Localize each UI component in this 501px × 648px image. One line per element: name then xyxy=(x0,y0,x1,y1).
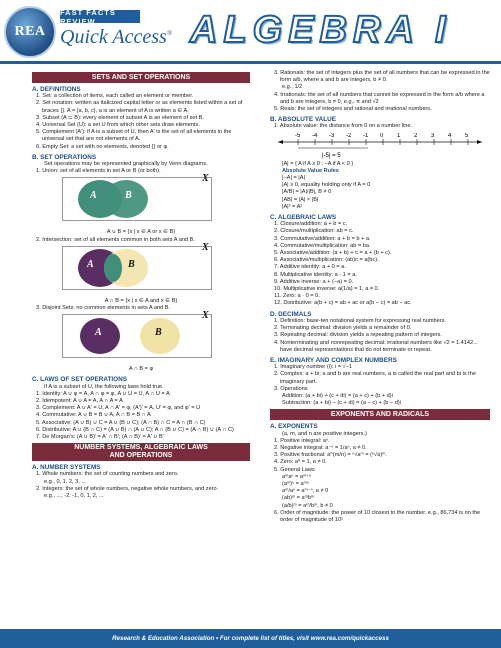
footer: Research & Education Association • For complete list of titles, visit www.rea.com/quickaccess xyxy=(0,629,501,648)
list-item: |AB| = |A| × |B| xyxy=(282,196,319,203)
band-line-2: AND OPERATIONS xyxy=(109,452,173,460)
list-item: e.g., ..., -2, -1, 0, 1, 2, ... xyxy=(44,493,104,500)
list-item: 2. Complex: a + bi; a and b are real numbers, a is called the real part and bi is the imaginary part. xyxy=(274,371,476,385)
list-item: 1. Imaginary number (i): i = √−1 xyxy=(274,364,352,371)
abs-definition: |A| = { A if A ≥ 0 ; −A if A < 0 } xyxy=(282,160,354,167)
list-item: 1. Identity: A ∪ φ = A, A ∩ φ = φ, A ∪ U = U, A ∩ U = A xyxy=(36,390,170,397)
list-item: Subtraction: (a + bi) − (c + di) = (a − c) + (b − d)i xyxy=(282,400,401,407)
content xyxy=(0,70,501,625)
number-line-svg xyxy=(270,133,490,159)
band-sets: SETS AND SET OPERATIONS xyxy=(32,72,250,83)
disjoint-text: 3. Disjoint Sets: no common elements in sets A and B. xyxy=(36,305,171,312)
venn-label-b: B xyxy=(125,190,132,202)
section-exponents: A. EXPONENTS xyxy=(270,423,318,431)
section-decimals: D. DECIMALS xyxy=(270,310,312,318)
intersection-caption: A ∩ B = {x | x ∈ A and x ∈ B} xyxy=(104,297,178,304)
list-item: 3. Subset (A ⊂ B): every element of subset A is an element of set B. xyxy=(36,114,204,121)
list-item: |A/B| = |A|/|B|, B ≠ 0 xyxy=(282,189,332,196)
list-item: 4. Commutative: A ∪ B = B ∪ A, A ∩ B = B ∩ A xyxy=(36,412,151,419)
list-item: 8. Multiplicative identity: a · 1 = a. xyxy=(274,271,357,278)
list-item: 1. Whole numbers: the set of counting numbers and zero. xyxy=(36,471,179,478)
list-item: (aᵐ)ⁿ = aᵐⁿ xyxy=(282,480,309,487)
list-item: 2. Integers: the set of whole numbers, negative whole numbers, and zero. xyxy=(36,485,219,492)
list-item: 2. Negative integral: a⁻ⁿ = 1/aⁿ, a ≠ 0. xyxy=(274,444,367,451)
section-number-systems: A. NUMBER SYSTEMS xyxy=(32,464,101,472)
list-item: 6. Distributive: A ∪ (B ∩ C) = (A ∪ B) ∩ (A ∪ C); A ∩ (B ∪ C) = (A ∩ B) ∪ (A ∩ C) xyxy=(36,426,234,433)
venn-label-x: X xyxy=(202,241,209,253)
venn-overlap xyxy=(104,254,122,282)
list-item: 2. Terminating decimal: division yields a remainder of 0. xyxy=(274,325,412,332)
list-item: 11. Zero: a · 0 = 0. xyxy=(274,293,320,300)
number-line-label: -1 xyxy=(363,132,369,139)
venn-label-a: A xyxy=(95,327,102,339)
section-laws: C. LAWS OF SET OPERATIONS xyxy=(32,376,128,384)
number-line-note: |-5| = 5 xyxy=(322,152,341,159)
header xyxy=(0,0,501,64)
section-set-operations: B. SET OPERATIONS xyxy=(32,153,97,161)
band-exponents: EXPONENTS AND RADICALS xyxy=(270,409,490,420)
venn-label-b: B xyxy=(155,327,162,339)
list-item: 7. De Morgan's: (A ∪ B)′ = A′ ∩ B′; (A ∩ B)′ = A′ ∪ B′ xyxy=(36,434,164,441)
list-item: |A|² = A² xyxy=(282,203,303,210)
rea-logo xyxy=(4,6,56,58)
abs-rules-title: Absolute Value Rules xyxy=(282,167,339,174)
list-item: Addition: (a + bi) + (c + di) = (a + c) + (b + d)i xyxy=(282,392,393,399)
list-item: aᵐaⁿ = aᵐ⁺ⁿ xyxy=(282,473,312,480)
list-item: 9. Additive inverse: a + (−a) = 0. xyxy=(274,278,354,285)
venn-intersection xyxy=(32,241,250,296)
list-item: (a/b)ᵐ = aᵐ/bᵐ, b ≠ 0 xyxy=(282,502,333,509)
list-item: 4. Commutative/multiplication: ab = ba. xyxy=(274,242,371,249)
list-item: 3. Commutative/addition: a + b = b + a. xyxy=(274,235,371,242)
venn-label-b: B xyxy=(128,258,135,270)
brand-label: Quick Access xyxy=(60,26,167,48)
brand-name xyxy=(60,26,172,49)
list-item: 12. Distributive: a(b + c) = ab + ac or a(b − c) = ab − ac. xyxy=(274,300,412,307)
list-item: 5. Complement (A′): if A is a subset of U, then A′ is the set of all elements in the universal set that are not elements of A. xyxy=(36,129,232,143)
list-item: 1. Positive integral: aⁿ. xyxy=(274,437,330,444)
page-title: ALGEBRA I xyxy=(190,9,452,51)
list-item: (ab)ᵐ = aᵐbᵐ xyxy=(282,495,315,502)
venn-label-a: A xyxy=(87,258,94,270)
list-item: e.g., 1/2 xyxy=(282,84,303,91)
logo-text: REA xyxy=(14,24,46,39)
list-item: aᵐ/aⁿ = aᵐ⁻ⁿ, a ≠ 0 xyxy=(282,488,329,495)
list-item: 7. Additive identity: a + 0 = a. xyxy=(274,264,346,271)
band-line-1: NUMBER SYSTEMS, ALGEBRAIC LAWS xyxy=(74,444,208,452)
arrow-left-icon xyxy=(278,140,283,144)
set-ops-intro: Set operations may be represented graphically by Venn diagrams. xyxy=(44,161,208,168)
list-item: 1. Closure/addition: a + b = c. xyxy=(274,221,348,228)
number-line xyxy=(270,133,490,159)
venn-label-x: X xyxy=(202,310,209,322)
list-item: 3. Complement: A ∪ A′ = U, A ∩ A′ = φ, (A′)′ = A, U′ = φ, and φ′ = U xyxy=(36,405,201,412)
list-item: e.g., 0, 1, 2, 3, ... xyxy=(44,478,86,485)
disjoint-caption: A ∩ B = φ xyxy=(128,366,154,373)
exponents-note: (a, m, and n are positive integers.) xyxy=(282,430,367,437)
number-line-label: -2 xyxy=(346,132,352,139)
list-item: 1. Definition: base-ten notational system for expressing real numbers. xyxy=(274,317,446,324)
list-item: 5. Reals: the set of integers and rational and irrational numbers. xyxy=(274,106,432,113)
intersection-text: 2. Intersection: set of all elements common in both sets A and B. xyxy=(36,236,195,243)
band-number-systems xyxy=(32,443,250,461)
number-line-label: 0 xyxy=(380,132,384,139)
list-item: 4. Irrationals: the set of all numbers that cannot be expressed in the form a/b where a and b are integers, b ≠ 0, e.g., π and √2 xyxy=(274,91,485,105)
registered-mark: ® xyxy=(166,29,173,38)
number-line-label: -3 xyxy=(329,132,335,139)
list-item: 3. Operations xyxy=(274,385,308,392)
venn-label-x: X xyxy=(202,173,209,185)
list-item: 6. Empty Set: a set with no elements, denoted {} or φ. xyxy=(36,143,169,150)
number-line-label: 5 xyxy=(465,132,469,139)
list-item: 2. Closure/multiplication: ab = c. xyxy=(274,228,354,235)
union-text: 1. Union: set of all elements in set A or B (or both). xyxy=(36,168,161,175)
number-line-label: 3 xyxy=(431,132,435,139)
venn-label-a: A xyxy=(90,190,97,202)
list-item: 2. Set notation: written as italicized capital letter or as elements listed within a set of braces {}. A = {a, b, c}, a is an element of A is written a ∈ A. xyxy=(36,100,243,114)
number-line-label: -4 xyxy=(312,132,318,139)
section-definitions: A. DEFINITIONS xyxy=(32,86,81,93)
list-item: 3. Rationals: the set of integers plus the set of all numbers that can be expressed in the form a/b, where a and b are integers, b ≠ 0. xyxy=(274,70,490,84)
union-caption: A ∪ B = {x | x ∈ A or x ∈ B} xyxy=(106,229,176,236)
left-column xyxy=(32,70,250,500)
list-item: |A| ≥ 0, equality holding only if A = 0 xyxy=(282,182,371,189)
list-item: 5. General Laws xyxy=(274,466,315,473)
number-line-label: 1 xyxy=(397,132,401,139)
list-item: 1. Set: a collection of items, each called an element or member. xyxy=(36,93,194,100)
list-item: 6. Associative/multiplication: (ab)c = a(bc). xyxy=(274,257,379,264)
list-item: 3. Repeating decimal: division yields a repeating pattern of integers. xyxy=(274,332,442,339)
right-column xyxy=(270,70,490,524)
section-imaginary: E. IMAGINARY AND COMPLEX NUMBERS xyxy=(270,356,397,364)
number-line-label: 2 xyxy=(414,132,418,139)
fast-facts-badge: FAST FACTS REVIEW xyxy=(60,10,140,23)
number-line-label: -5 xyxy=(295,132,301,139)
list-item: 5. Associative: (A ∪ B) ∪ C = A ∪ (B ∪ C); (A ∩ B) ∩ C = A ∩ (B ∩ C) xyxy=(36,419,206,426)
list-item: 4. Zero: a⁰ = 1, a ≠ 0. xyxy=(274,459,327,466)
laws-intro: If A is a subset of U, the following laws hold true. xyxy=(44,383,164,390)
section-absolute-value: B. ABSOLUTE VALUE xyxy=(270,116,337,124)
list-item: 3. Positive fractional: a^(m/n) = ⁿ√aᵐ = (ⁿ√a)ᵐ. xyxy=(274,452,387,459)
arrow-right-icon xyxy=(477,140,482,144)
list-item: 2. Idempotent: A ∪ A = A, A ∩ A = A xyxy=(36,398,123,405)
list-item: |−A| = |A| xyxy=(282,175,305,182)
list-item: 1. Absolute value: the distance from 0 on a number line. xyxy=(274,123,413,130)
list-item: 4. Nonterminating and nonrepeating decimal: irrational numbers like √2 = 1.4142... have decimal representations that do not terminate or repeat. xyxy=(274,339,478,353)
list-item: 10. Multiplicative inverse: a(1/a) = 1, a ≠ 0. xyxy=(274,286,380,293)
venn-union xyxy=(32,173,250,227)
list-item: 4. Universal Set (U): a set U from which other sets draw elements. xyxy=(36,122,200,129)
number-line-ticks xyxy=(295,133,469,145)
list-item: 6. Order of magnitude: the power of 10 closest to the number. e.g., 86,734 is on the order of magnitude of 10⁵ xyxy=(274,509,481,523)
venn-disjoint xyxy=(32,310,250,364)
section-algebraic-laws: C. ALGEBRAIC LAWS xyxy=(270,214,337,222)
list-item: 5. Associative/addition: (a + b) + c = a + (b + c). xyxy=(274,250,392,257)
number-line-label: 4 xyxy=(448,132,452,139)
